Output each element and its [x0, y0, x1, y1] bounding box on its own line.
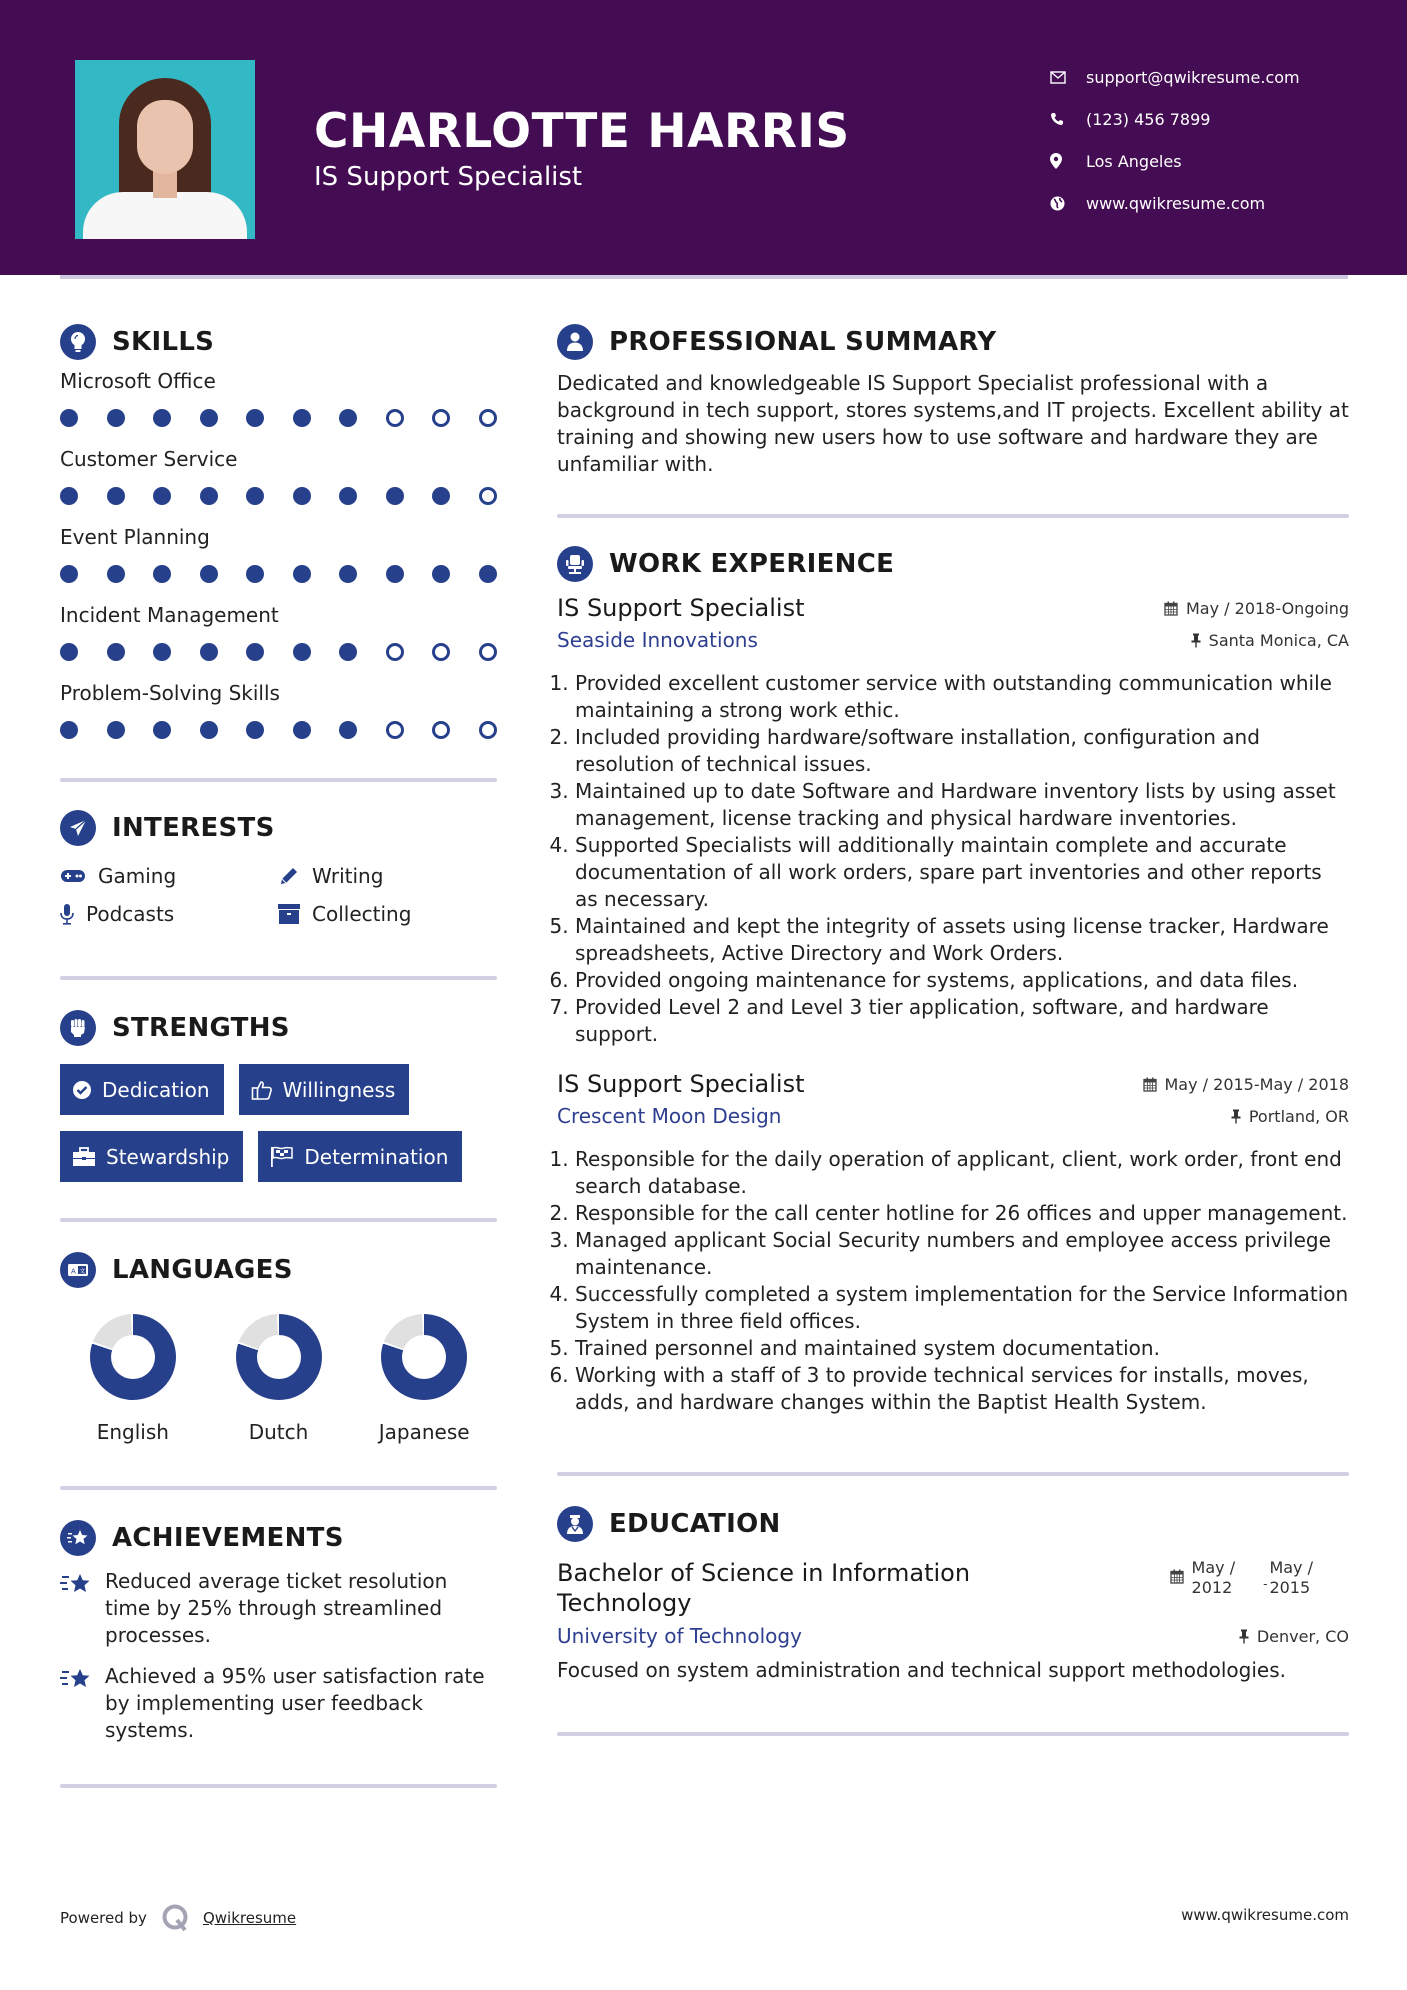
rating-dot-filled: [432, 565, 450, 583]
summary-heading: PROFESSIONAL SUMMARY: [557, 322, 1349, 362]
rating-dot-filled: [60, 721, 78, 739]
skill-item: Microsoft Office: [60, 366, 497, 440]
thumbs-up-icon: [251, 1079, 273, 1101]
fist-icon: [60, 1010, 96, 1046]
rating-dot-filled: [200, 721, 218, 739]
strengths-list: [60, 1064, 497, 1182]
education-heading: EDUCATION: [557, 1504, 1349, 1544]
map-marker-icon: [1050, 153, 1086, 169]
calendar-icon: [1170, 1569, 1184, 1589]
candidate-name: CHARLOTTE HARRIS: [314, 104, 850, 159]
summary-text: Dedicated and knowledgeable IS Support Specialist professional with a background in tech support, stores systems,and IT projects. Excellent ability at training and showing new users how to use software and hardware they are unfamiliar with.: [557, 371, 1349, 476]
language-item: Dutch: [206, 1314, 352, 1444]
pushpin-icon: [1239, 1629, 1249, 1644]
interests-list: [60, 864, 497, 926]
contact-location: Los Angeles: [1050, 140, 1300, 182]
achievement-item: Reduced average ticket resolution time by 25% through streamlined processes.: [60, 1568, 497, 1649]
rating-dot-filled: [153, 409, 171, 427]
interest-item: Podcasts: [60, 902, 278, 926]
section-divider: [557, 514, 1349, 518]
paper-plane-icon: [60, 810, 96, 846]
skill-item: Problem-Solving Skills: [60, 678, 497, 752]
language-icon: [60, 1252, 96, 1288]
rating-dot-empty: [386, 721, 404, 739]
envelope-icon: [1050, 71, 1086, 84]
star-badge-icon: [60, 1520, 96, 1556]
rating-dot-empty: [386, 409, 404, 427]
strength-badge: Determination: [258, 1131, 462, 1182]
experience-heading: WORK EXPERIENCE: [557, 544, 1349, 584]
company-name: Seaside Innovations: [557, 628, 758, 652]
rating-dot-filled: [386, 487, 404, 505]
briefcase-icon: [72, 1147, 96, 1167]
job-entry: [557, 594, 1349, 1048]
interest-item: Writing: [278, 864, 496, 888]
phone-icon: [1050, 112, 1086, 126]
section-divider: [60, 1784, 497, 1788]
language-item: English: [60, 1314, 206, 1444]
graduate-icon: [557, 1506, 593, 1542]
rating-dot-filled: [246, 565, 264, 583]
achievement-item: Achieved a 95% user satisfaction rate by implementing user feedback systems.: [60, 1663, 497, 1744]
rating-dot-filled: [153, 487, 171, 505]
pencil-icon: [278, 865, 300, 887]
skill-rating: [60, 630, 497, 674]
pushpin-icon: [1191, 633, 1201, 648]
job-dates: May / 2015-May / 2018: [1143, 1070, 1350, 1098]
strength-badge: Dedication: [60, 1064, 224, 1115]
section-divider: [557, 1732, 1349, 1736]
globe-icon: [1050, 196, 1086, 211]
archive-icon: [278, 903, 300, 925]
rating-dot-filled: [107, 721, 125, 739]
skill-rating: [60, 708, 497, 752]
rating-dot-filled: [246, 721, 264, 739]
rating-dot-empty: [479, 643, 497, 661]
language-proficiency-donut: [90, 1314, 176, 1400]
achievements-heading: ACHIEVEMENTS: [60, 1518, 497, 1558]
rating-dot-filled: [60, 565, 78, 583]
skills-heading: SKILLS: [60, 322, 497, 362]
rating-dot-filled: [479, 565, 497, 583]
education-location: Denver, CO: [1239, 1627, 1349, 1646]
skill-item: Event Planning: [60, 522, 497, 596]
section-divider: [60, 1486, 497, 1490]
rating-dot-filled: [293, 565, 311, 583]
microphone-icon: [60, 903, 74, 925]
section-divider: [557, 1472, 1349, 1476]
rating-dot-filled: [386, 565, 404, 583]
rating-dot-filled: [107, 487, 125, 505]
rating-dot-filled: [293, 643, 311, 661]
rating-dot-filled: [107, 643, 125, 661]
shooting-star-icon: [60, 1568, 105, 1649]
rating-dot-filled: [153, 721, 171, 739]
shooting-star-icon: [60, 1663, 105, 1744]
rating-dot-filled: [339, 721, 357, 739]
skill-rating: [60, 552, 497, 596]
qwikresume-logo-icon: [161, 1903, 191, 1933]
rating-dot-filled: [60, 643, 78, 661]
rating-dot-filled: [432, 487, 450, 505]
rating-dot-filled: [107, 565, 125, 583]
skill-rating: [60, 474, 497, 518]
section-divider: [60, 778, 497, 782]
pushpin-icon: [1231, 1109, 1241, 1124]
skill-item: Customer Service: [60, 444, 497, 518]
rating-dot-filled: [339, 487, 357, 505]
rating-dot-filled: [293, 721, 311, 739]
rating-dot-empty: [479, 721, 497, 739]
rating-dot-filled: [200, 565, 218, 583]
achievements-list: [60, 1568, 497, 1744]
right-column: [557, 322, 1349, 1736]
rating-dot-filled: [246, 409, 264, 427]
interests-heading: INTERESTS: [60, 808, 497, 848]
rating-dot-filled: [60, 409, 78, 427]
contact-list: [1050, 56, 1300, 224]
rating-dot-filled: [339, 565, 357, 583]
job-title: IS Support Specialist: [557, 1070, 805, 1098]
section-divider: [60, 1218, 497, 1222]
gamepad-icon: [60, 869, 86, 883]
interest-item: Gaming: [60, 864, 278, 888]
rating-dot-filled: [339, 409, 357, 427]
company-name: Crescent Moon Design: [557, 1104, 782, 1128]
rating-dot-filled: [153, 565, 171, 583]
job-location: Portland, OR: [1231, 1107, 1349, 1126]
rating-dot-filled: [293, 409, 311, 427]
footer-powered-by: Powered by Qwikresume: [60, 1903, 296, 1933]
languages-heading: A 文 LANGUAGES: [60, 1250, 497, 1290]
skill-item: Incident Management: [60, 600, 497, 674]
rating-dot-filled: [153, 643, 171, 661]
header-divider: [60, 275, 1348, 279]
language-proficiency-donut: [381, 1314, 467, 1400]
education-dates: May / 2012 - May / 2015: [1170, 1558, 1313, 1618]
user-icon: [557, 324, 593, 360]
lightbulb-icon: [60, 324, 96, 360]
job-entry: [557, 1070, 1349, 1416]
footer-website[interactable]: www.qwikresume.com: [1181, 1906, 1349, 1924]
languages-list: [60, 1314, 497, 1444]
rating-dot-filled: [293, 487, 311, 505]
candidate-role: IS Support Specialist: [314, 162, 583, 192]
section-divider: [60, 976, 497, 980]
education-description: Focused on system administration and technical support methodologies.: [557, 1658, 1286, 1682]
skill-rating: [60, 396, 497, 440]
calendar-icon: [1164, 601, 1178, 616]
contact-website[interactable]: www.qwikresume.com: [1050, 182, 1300, 224]
contact-email[interactable]: support@qwikresume.com: [1050, 56, 1300, 98]
job-duties: 1. Provided excellent customer service with outstanding communication while maintaining a strong work ethic. 2. Included providing hardware/software installation, configuration and resolution of technical issues. 3. Maintained up to date Software and Hardware inventory lists by using asset management, license tracking and physical hardware inventories. 4. Supported Specialists will additionally maintain complete and accurate documentation of all work orders, spare part inventories and other reports as necessary. 5. Maintained and kept the integrity of assets using license tracker, Hardware spreadsheets, Active Directory and Work Orders. 6. Provided ongoing maintenance for systems, applications, and data files. 7. Provided Level 2 and Level 3 tier application, software, and hardware support.: [557, 670, 1349, 1048]
svg-text:文: 文: [79, 1267, 86, 1275]
language-proficiency-donut: [236, 1314, 322, 1400]
language-item: Japanese: [351, 1314, 497, 1444]
qwikresume-link[interactable]: Qwikresume: [202, 1909, 297, 1927]
job-location: Santa Monica, CA: [1191, 631, 1349, 650]
resume-header: [0, 0, 1407, 275]
strength-badge: Willingness: [239, 1064, 410, 1115]
job-duties: 1. Responsible for the daily operation of applicant, client, work order, front end search database. 2. Responsible for the call center hotline for 26 offices and upper management. 3. Managed applicant Social Security numbers and employee access privilege maintenance. 4. Successfully completed a system implementation for the Service Information System in three field offices. 5. Trained personnel and maintained system documentation. 6. Working with a staff of 3 to provide technical services for installs, moves, adds, and hardware changes within the Baptist Health System.: [557, 1146, 1349, 1416]
interest-item: Collecting: [278, 902, 496, 926]
rating-dot-empty: [432, 721, 450, 739]
job-dates: May / 2018-Ongoing: [1164, 594, 1349, 622]
job-title: IS Support Specialist: [557, 594, 805, 622]
rating-dot-filled: [107, 409, 125, 427]
flag-checkered-icon: [270, 1146, 294, 1168]
calendar-icon: [1143, 1077, 1157, 1092]
education-entry: [557, 1558, 1349, 1682]
rating-dot-filled: [200, 643, 218, 661]
rating-dot-filled: [200, 409, 218, 427]
left-column: [60, 322, 497, 1788]
rating-dot-filled: [246, 487, 264, 505]
rating-dot-empty: [479, 487, 497, 505]
rating-dot-empty: [479, 409, 497, 427]
check-circle-icon: [72, 1080, 92, 1100]
profile-photo: [75, 60, 255, 239]
contact-phone[interactable]: (123) 456 7899: [1050, 98, 1300, 140]
rating-dot-filled: [60, 487, 78, 505]
rating-dot-filled: [246, 643, 264, 661]
office-chair-icon: [557, 546, 593, 582]
rating-dot-empty: [386, 643, 404, 661]
school-name: University of Technology: [557, 1624, 802, 1648]
rating-dot-filled: [200, 487, 218, 505]
svg-text:A: A: [71, 1267, 76, 1276]
rating-dot-empty: [432, 643, 450, 661]
strengths-heading: STRENGTHS: [60, 1008, 497, 1048]
skills-list: [60, 366, 497, 752]
strength-badge: Stewardship: [60, 1131, 243, 1182]
degree-title: Bachelor of Science in Information Technology: [557, 1559, 971, 1617]
rating-dot-filled: [339, 643, 357, 661]
rating-dot-empty: [432, 409, 450, 427]
